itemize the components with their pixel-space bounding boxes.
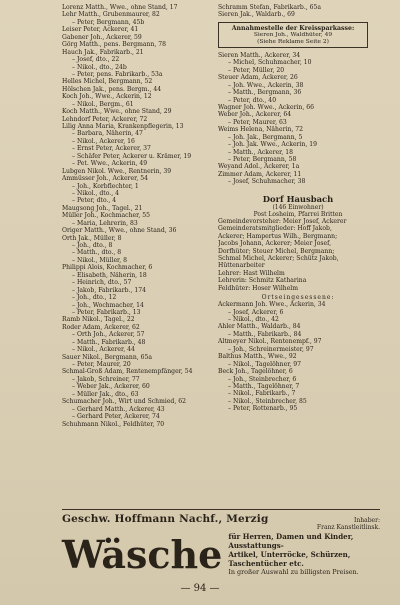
- official-line: Lehrer: Hast Wilhelm: [218, 269, 285, 277]
- entry-line: Ahler Matth., Waldarb., 84: [218, 323, 301, 331]
- entry-line: – Elisabeth, Näherin, 18: [72, 271, 147, 279]
- right-column-mid: [218, 52, 378, 186]
- entry-line: – Jakob, Fabrikarb., 174: [72, 286, 146, 294]
- entry-line: – Barbara, Näherin, 47: [72, 130, 143, 138]
- entry-line: Lehr Matth., Grubenmaurer, 82: [62, 11, 160, 19]
- entry-line: – Matth., Fabrikarb., 84: [228, 330, 302, 338]
- entry-line: – Josef, dto., 22: [72, 56, 120, 64]
- ad-owner-label: Inhaber:: [354, 517, 380, 524]
- entry-line: – Jakob, Schreiner, 77: [72, 375, 140, 383]
- entry-line: Müller Joh., Kochmacher, 55: [62, 212, 150, 220]
- entry-line: – Josef, Ackerer, 6: [228, 308, 284, 316]
- section-officials: [218, 218, 378, 292]
- entry-line: Balthus Matth., Wwe., 92: [218, 353, 297, 361]
- ad-big-word: Wäsche: [62, 531, 223, 577]
- entry-line: – Pet. Wwe., Ackerin, 49: [72, 160, 148, 168]
- official-line: Gemeindevorsteher: Meier Josef, Ackerer: [218, 217, 347, 225]
- entry-line: Philippi Alois, Kochmacher, 6: [62, 264, 153, 272]
- entry-line: Koch Matth., Wwe., ohne Stand, 29: [62, 108, 172, 116]
- entry-line: – Heinrich, dto., 57: [72, 279, 132, 287]
- ad-line-2: Artikel, Unterröcke, Schürzen, Taschentücher etc.: [228, 550, 351, 568]
- entry-line: – Nikol., dto., 42: [228, 316, 279, 323]
- section-title: Dorf Hausbach: [262, 193, 334, 204]
- entry-line: Leiser Peter, Ackerer, 41: [62, 26, 139, 34]
- ad-owner-name: Franz Kanstleitlinsk.: [316, 523, 380, 531]
- entry-line: – Nikol., Bergm., 61: [72, 100, 134, 108]
- entry-line: – Peter, Maurer, 20: [72, 361, 131, 368]
- left-column: [62, 4, 208, 428]
- entry-line: – Joh., Korbflechter, 1: [72, 182, 139, 190]
- entry-line: Weims Helena, Näherin, 72: [218, 126, 303, 134]
- entry-line: – Matth., dto., 8: [72, 249, 122, 257]
- box-line-2: (Siehe Reklame Seite 2): [257, 38, 329, 45]
- entry-line: – Peter, Rottenarb., 95: [228, 405, 298, 413]
- entry-line: – Matth., Fabrikarb., 48: [72, 338, 146, 346]
- entry-line: – Peter, pens. Fabrikarb., 53a: [72, 70, 163, 78]
- entry-line: – Nikol., Fabrikarb., 7: [228, 390, 296, 398]
- entry-line: – Matth., Tagelöhner, 7: [228, 382, 300, 390]
- entry-line: – Schäfer Peter, Ackerer u. Krämer, 19: [72, 152, 192, 160]
- savings-bank-box: [218, 22, 368, 48]
- official-line: Schmal Michel, Ackerer; Schütz Jakob,: [218, 254, 339, 262]
- entry-line: Beck Joh., Tagelöhner, 6: [218, 368, 293, 376]
- entry-line: – Maria, Lehrerin, 83: [72, 219, 138, 227]
- entry-line: – Nikol., dto., 4: [72, 189, 119, 197]
- ad-lines: [228, 532, 380, 577]
- ad-line-1: für Herren, Damen und Kinder, Ausstattungs-: [228, 532, 354, 550]
- entry-line: Schumacher Joh., Wirt und Schmied, 62: [62, 398, 186, 406]
- entry-line: – Peter, Fabrikarb., 13: [72, 308, 141, 316]
- entry-line: Hölschen Jak., pens. Bergm., 44: [62, 85, 162, 93]
- entry-line: Altmeyer Nikol., Rentenempf., 97: [218, 338, 322, 346]
- entry-line: Weyand Adol., Ackerer, 1a: [218, 163, 300, 171]
- official-line: Jacobs Johann, Ackerer; Meier Josef,: [218, 240, 332, 248]
- entry-line: – Peter, Bergmann, 58: [228, 156, 297, 163]
- entry-line: – Peter, dto., 40: [228, 96, 277, 104]
- entry-line: – Peter, Maurer, 63: [228, 118, 287, 126]
- entry-line: Lorenz Matth., Wwe., ohne Stand, 17: [62, 4, 178, 11]
- entry-line: – Nikol., Müller, 8: [72, 256, 128, 264]
- entry-line: Gabener Joh., Ackerer, 59: [62, 33, 142, 41]
- entry-line: Schuhmann Nikol., Feldhüter, 70: [62, 420, 165, 428]
- entry-line: Lehndorf Peter, Ackerer, 72: [62, 115, 148, 123]
- ad-body: [62, 532, 380, 577]
- entry-line: – Peter, Müller, 20: [228, 66, 285, 74]
- entry-line: Koch Joh., Wwe., Ackerin, 12: [62, 93, 152, 101]
- entry-line: Ammüsser Joh., Ackerer, 54: [62, 175, 148, 183]
- entry-line: Lilig Anna Maria, Krankenpflegerin, 13: [62, 123, 184, 130]
- page-number: — 94 —: [180, 583, 220, 594]
- section-info: Post Losheim, Pfarrei Britten: [253, 210, 343, 218]
- official-line: Dorfhüter; Steuer Michel, Bergmann;: [218, 247, 335, 255]
- official-line: Feldhüter: Hoser Wilhelm: [218, 284, 299, 292]
- entry-line: Sieren Matth., Ackerer, 34: [218, 51, 301, 59]
- entry-line: – Matth., Ackerer, 18: [228, 148, 293, 156]
- entry-line: – Joh. Jak., Bergmann, 5: [228, 133, 303, 141]
- entry-line: – Peter, Bergmann, 45b: [72, 18, 145, 26]
- ad-owner: [317, 518, 380, 531]
- entry-line: – Josef, Schuhmacher, 38: [228, 178, 306, 186]
- box-title: Annahmestelle der Kreissparkasse:: [231, 24, 355, 32]
- entry-line: – Nikol., Ackerer, 16: [72, 137, 135, 145]
- official-line: Ackerer; Hampertus Wilh., Bergmann;: [218, 232, 338, 240]
- entry-line: – Nikol., Steinbrecher, 85: [228, 397, 307, 405]
- entry-line: – Orth Joh., Ackerer, 57: [72, 331, 145, 339]
- entry-line: – Gerhard Peter, Ackerer, 74: [72, 413, 160, 421]
- entry-line: – Joh. Jak. Wwe., Ackerin, 19: [228, 141, 317, 149]
- entry-line: – Nikol., Tagelöhner, 97: [228, 360, 302, 368]
- entry-line: Görg Matth., pens. Bergmann, 78: [62, 41, 167, 49]
- entry-line: Helles Michel, Bergmann, 52: [62, 78, 153, 86]
- entry-line: – Nikol., Ackerer, 44: [72, 346, 135, 354]
- residents-title: Ortseingesessene:: [261, 294, 335, 302]
- residents-list: [218, 301, 378, 413]
- entry-line: Weber Joh., Ackerer, 64: [218, 111, 292, 119]
- entry-line: – Peter, dto., 4: [72, 197, 117, 205]
- right-column-top: [218, 4, 378, 19]
- entry-line: Maugsong Joh., Tagel., 21: [62, 204, 143, 212]
- entry-line: Ramb Nikol., Tagel., 22: [62, 316, 135, 324]
- section-subtitle: (146 Einwohner): [272, 203, 324, 211]
- entry-line: – Ernst Peter, Ackerer, 37: [72, 145, 151, 153]
- entry-line: Lubgen Nikol. Wwe., Rentnerin, 39: [62, 167, 172, 175]
- entry-line: Steuer Adam, Ackerer, 26: [218, 74, 298, 82]
- official-line: Hüttenarbeiter: [218, 262, 265, 270]
- entry-line: – Gerhard Matth., Ackerer, 43: [72, 405, 165, 413]
- entry-line: – Nikol., dto., 24b: [72, 63, 127, 71]
- entry-line: Wagner Joh. Wwe., Ackerin, 66: [218, 103, 314, 111]
- entry-line: Zimmer Adam, Ackerer, 11: [218, 170, 302, 178]
- ad-company: Geschw. Hoffmann Nachf., Merzig: [62, 513, 269, 525]
- entry-line: – Matth., Bergmann, 36: [228, 89, 302, 97]
- official-line: Lehrerin: Schmitz Katharina: [218, 277, 307, 285]
- ad-line-3: In großer Auswahl zu billigsten Preisen.: [228, 568, 359, 576]
- entry-line: Hauch Jak., Fabrikarb., 21: [62, 48, 144, 56]
- entry-line: Ackermann Joh. Wwe., Ackerin, 34: [218, 301, 326, 309]
- entry-line: Sieren Jak., Waldarb., 69: [218, 11, 295, 19]
- entry-line: – Michel, Schuhmacher, 10: [228, 59, 312, 67]
- entry-line: Schmal-Groß Adam, Rentenempfänger, 54: [62, 368, 193, 376]
- entry-line: Schramm Stefan, Fabrikarb., 65a: [218, 4, 322, 11]
- entry-line: – Weber Jak., Ackerer, 60: [72, 383, 150, 391]
- ad-header: [62, 513, 380, 531]
- entry-line: – Joh., Steinbrecher, 6: [228, 375, 297, 383]
- entry-line: – Joh., Schreinermeister, 97: [228, 345, 314, 353]
- entry-line: – Joh., dto., 8: [72, 242, 113, 249]
- box-line-1: Sieren Joh., Waldhüter, 49: [253, 31, 333, 38]
- right-column: [218, 4, 378, 413]
- entry-line: Roder Adam, Ackerer, 62: [62, 323, 140, 331]
- entry-line: Orth Jak., Müller, 8: [62, 234, 122, 242]
- entry-line: Sauer Nikol., Bergmann, 65a: [62, 353, 153, 361]
- entry-line: – Müller Jak., dto., 63: [72, 390, 139, 398]
- advertisement: [62, 509, 380, 577]
- official-line: Gemeinderatsmitglieder: Hoff Jakob,: [218, 225, 332, 233]
- entry-line: – Joh. Wwe., Ackerin, 38: [228, 81, 304, 89]
- entry-line: – Joh., dto., 12: [72, 294, 117, 302]
- entry-line: Origer Matth., Wwe., ohne Stand, 36: [62, 227, 177, 235]
- entry-line: – Joh., Wochmacher, 14: [72, 301, 144, 309]
